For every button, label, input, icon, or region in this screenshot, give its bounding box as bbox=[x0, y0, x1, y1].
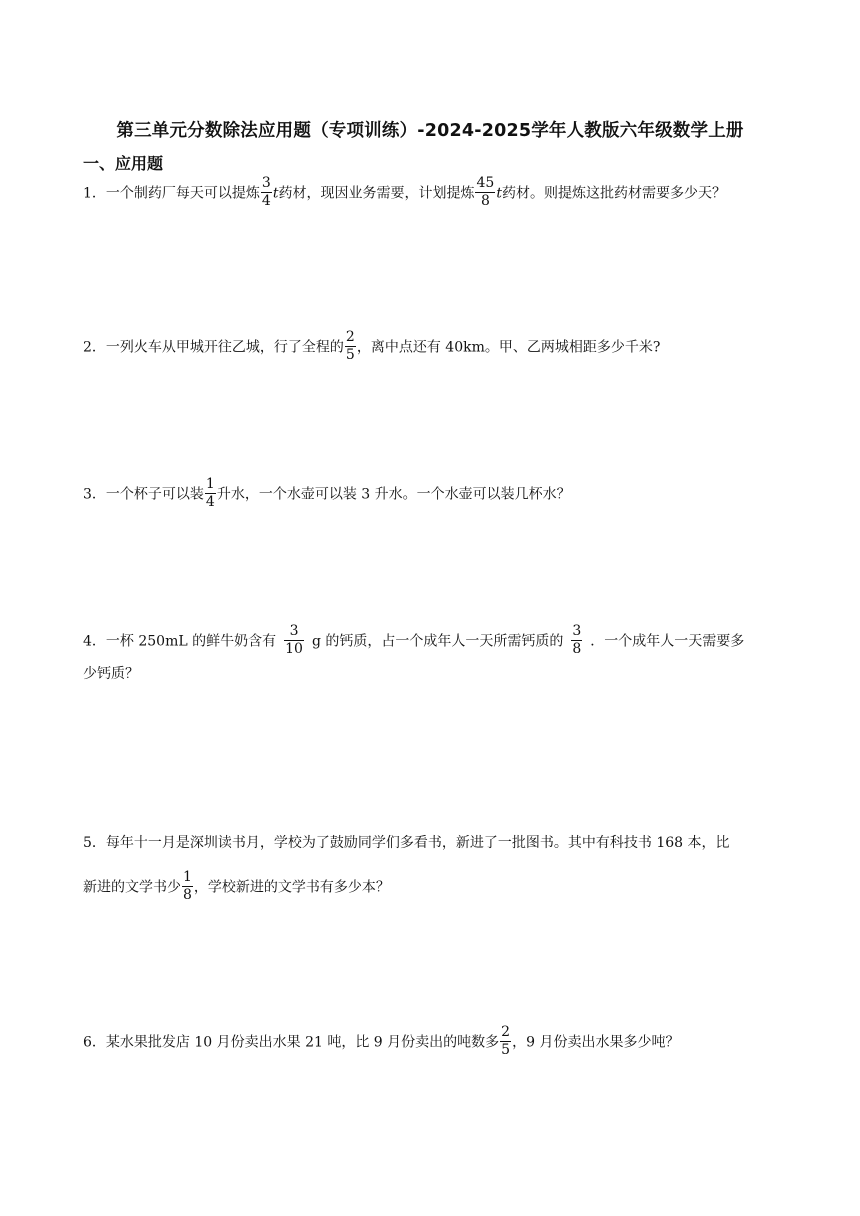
denominator: 10 bbox=[285, 641, 303, 657]
numerator: 3 bbox=[572, 623, 582, 639]
question-text: ，学校新进的文学书有多少本？ bbox=[193, 879, 390, 896]
fraction bbox=[571, 623, 582, 658]
question-text: ，离中点还有 40km。甲、乙两城相距多少千米? bbox=[356, 339, 661, 356]
question-number: 4． bbox=[83, 633, 106, 650]
question-text: 一个杯子可以装 bbox=[105, 486, 204, 503]
denominator: 8 bbox=[480, 193, 490, 209]
question-4 bbox=[83, 624, 813, 659]
question-number: 2． bbox=[83, 339, 106, 356]
numerator: 3 bbox=[261, 175, 271, 191]
section-heading: 一、应用题 bbox=[83, 154, 164, 173]
fraction bbox=[475, 175, 495, 210]
fraction bbox=[205, 476, 216, 511]
question-number: 6． bbox=[83, 1034, 106, 1051]
denominator: 8 bbox=[572, 641, 582, 657]
question-text: ，9 月份卖出水果多少吨？ bbox=[512, 1034, 680, 1051]
question-4-continued: 少钙质？ bbox=[83, 666, 139, 682]
question-text: 一杯 250mL 的鲜牛奶含有 bbox=[105, 633, 277, 650]
denominator: 4 bbox=[205, 494, 215, 510]
unit: t bbox=[272, 185, 279, 202]
question-6 bbox=[83, 1025, 813, 1060]
question-text: 一个制药厂每天可以提炼 bbox=[105, 185, 260, 202]
numerator: 45 bbox=[476, 175, 495, 191]
page-title: 第三单元分数除法应用题（专项训练）-2024-2025学年人教版六年级数学上册 bbox=[116, 121, 744, 141]
fraction bbox=[261, 175, 272, 210]
question-2 bbox=[83, 330, 813, 365]
fraction bbox=[345, 329, 356, 364]
question-text: 新进的文学书少 bbox=[83, 879, 181, 896]
question-text: 升水，一个水壶可以装 3 升水。一个水壶可以装几杯水？ bbox=[216, 486, 571, 503]
fraction bbox=[182, 869, 193, 904]
question-text: 每年十一月是深圳读书月，学校为了鼓励同学们多看书，新进了一批图书。其中有科技书 168 本，比 bbox=[105, 835, 730, 851]
question-1 bbox=[83, 176, 813, 211]
denominator: 4 bbox=[261, 193, 271, 209]
numerator: 3 bbox=[284, 623, 304, 641]
numerator: 1 bbox=[183, 869, 192, 885]
numerator: 1 bbox=[205, 476, 215, 492]
question-text: g 的钙质，占一个成年人一天所需钙质的 bbox=[311, 633, 564, 650]
numerator: 2 bbox=[345, 329, 355, 345]
unit: t bbox=[496, 185, 502, 202]
question-3 bbox=[83, 477, 813, 512]
question-text: 某水果批发店 10 月份卖出水果 21 吨，比 9 月份卖出的吨数多 bbox=[105, 1034, 500, 1051]
numerator: 2 bbox=[501, 1024, 511, 1040]
question-text: ．一个成年人一天需要多 bbox=[590, 633, 745, 650]
question-number: 1． bbox=[83, 185, 106, 202]
fraction bbox=[500, 1024, 511, 1059]
question-text: 药材。则提炼这批药材需要多少天？ bbox=[501, 185, 726, 202]
question-number: 5． bbox=[83, 835, 106, 851]
question-number: 3． bbox=[83, 486, 106, 503]
denominator: 5 bbox=[501, 1042, 511, 1058]
denominator: 5 bbox=[345, 347, 355, 363]
question-text: 一列火车从甲城开往乙城，行了全程的 bbox=[105, 339, 344, 356]
fraction bbox=[284, 623, 304, 658]
denominator: 8 bbox=[183, 887, 192, 903]
question-text: 药材，现因业务需要，计划提炼 bbox=[278, 185, 475, 202]
question-5-continued bbox=[83, 870, 390, 905]
question-5 bbox=[83, 833, 813, 853]
